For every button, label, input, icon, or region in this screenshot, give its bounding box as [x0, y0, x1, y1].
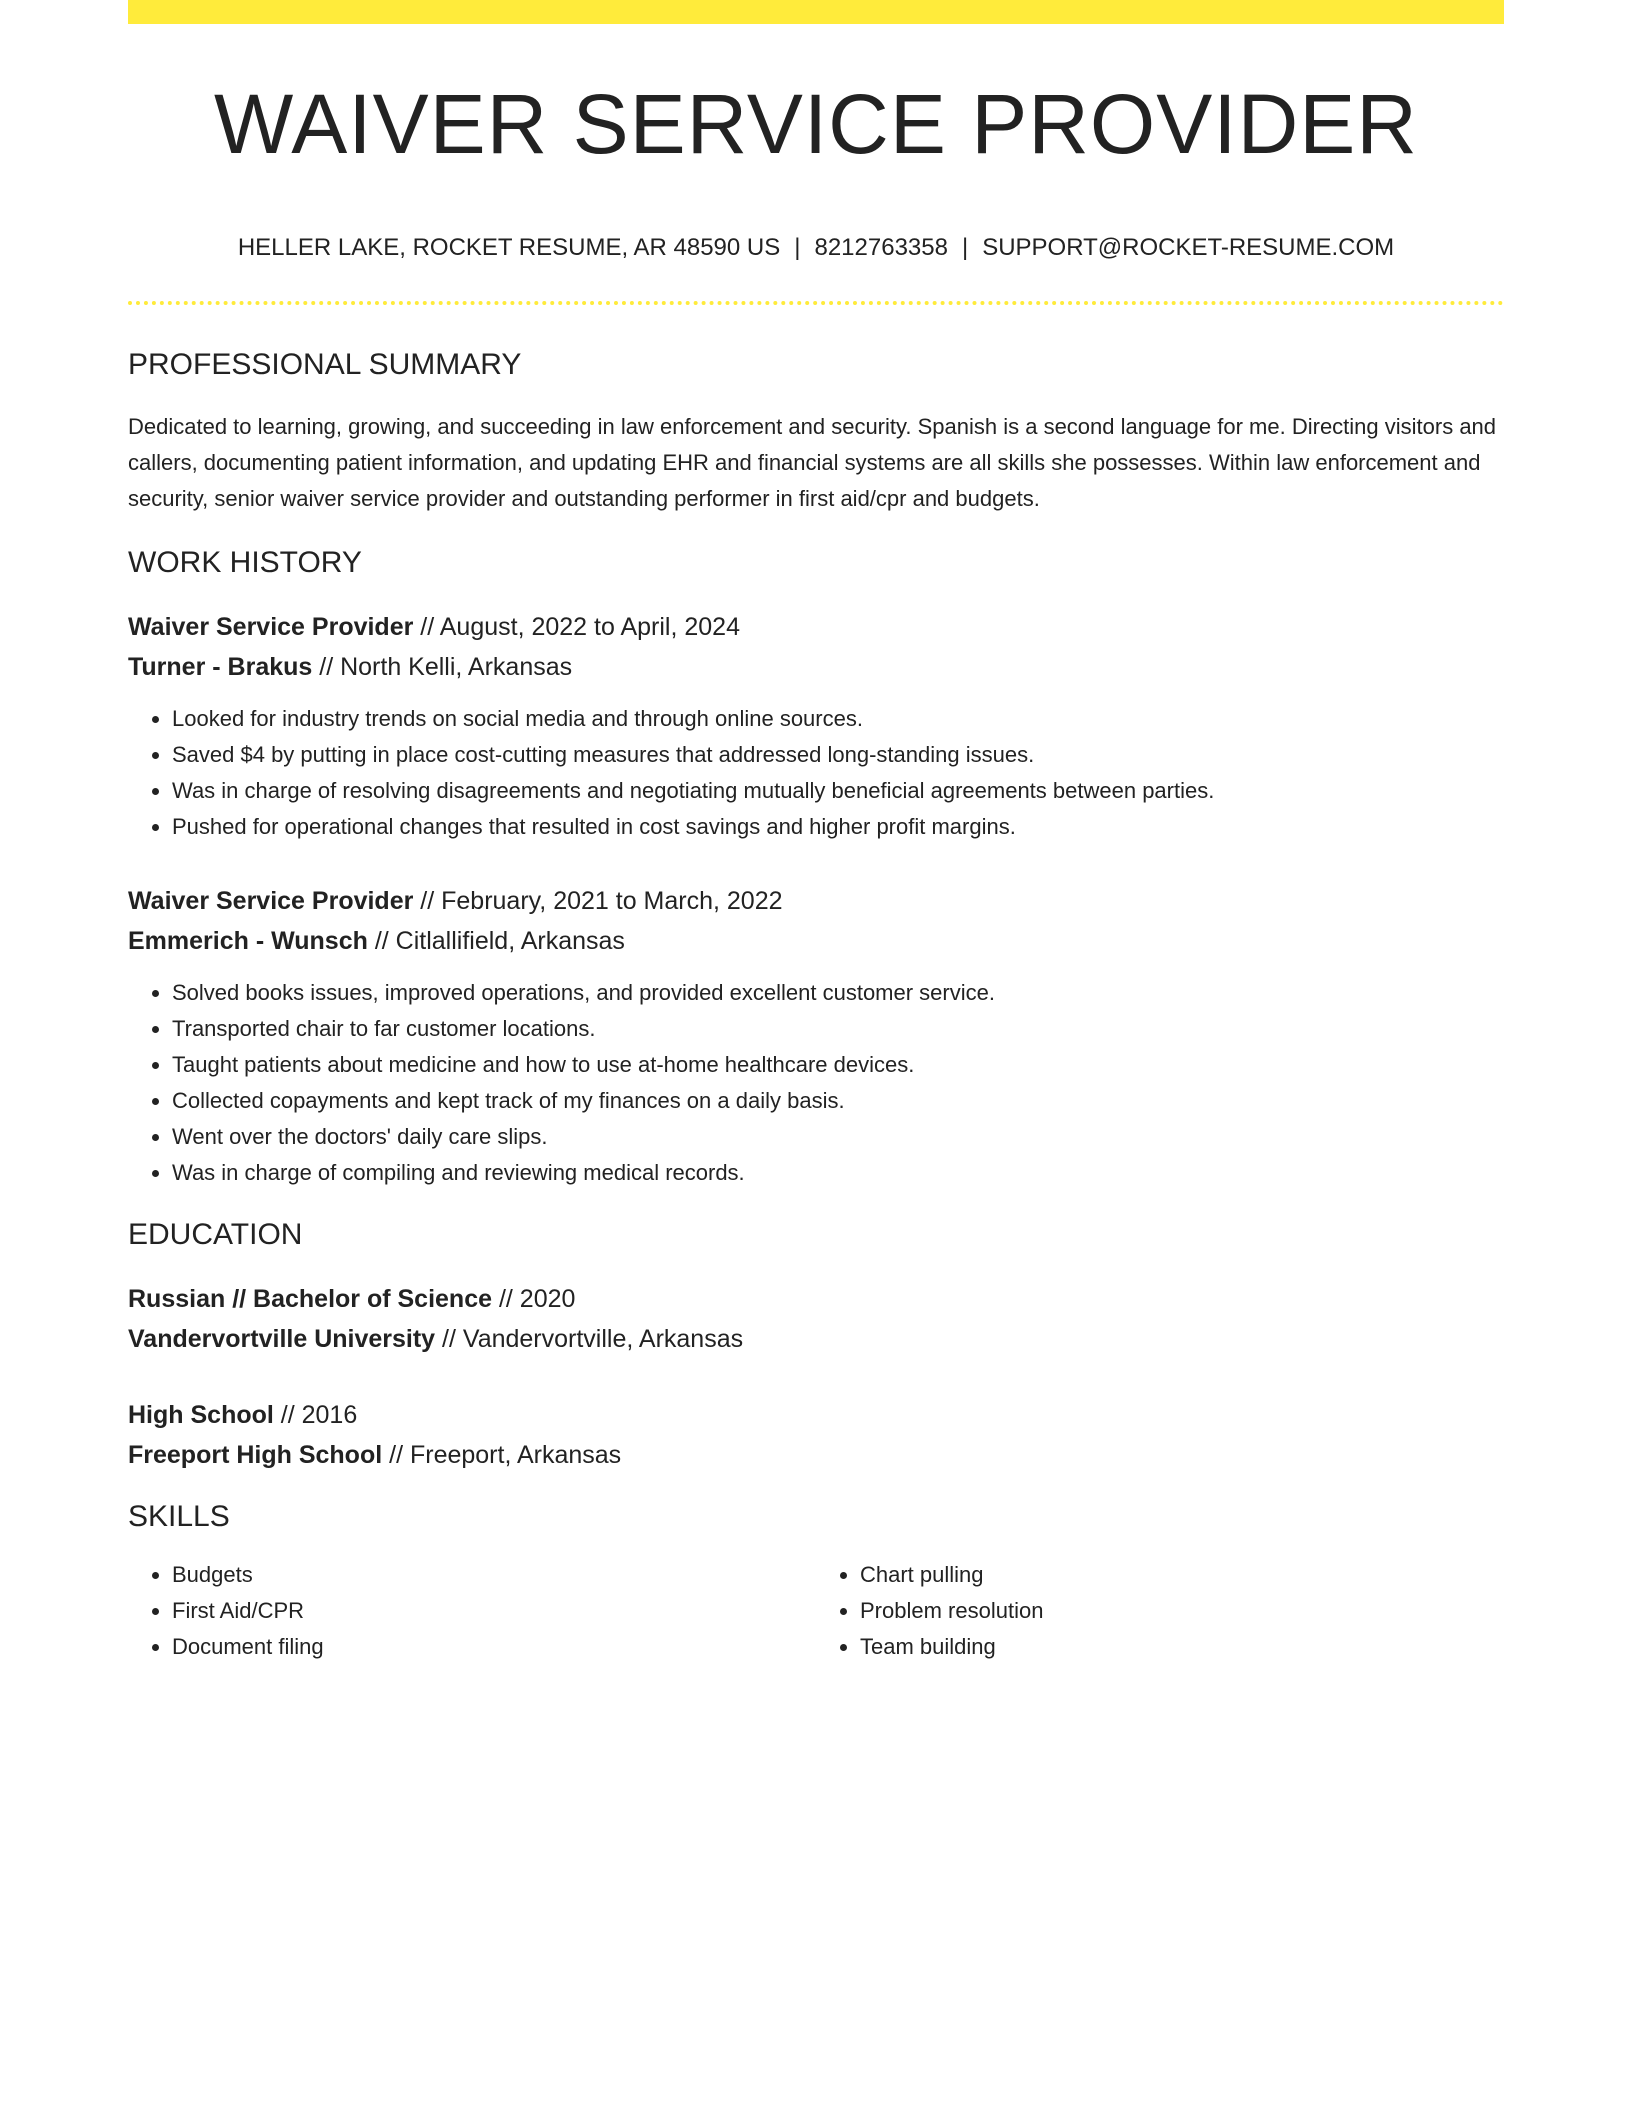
skill-item: • Problem resolution	[860, 1593, 1504, 1629]
contact-separator: |	[794, 234, 801, 262]
job-bullet: • Transported chair to far customer locations.	[172, 1011, 1504, 1047]
skills-title: SKILLS	[128, 1499, 230, 1533]
job-bullet: • Collected copayments and kept track of my finances on a daily basis.	[172, 1083, 1504, 1119]
job-company-line	[128, 647, 1504, 687]
job-title-line	[128, 607, 1504, 647]
education-year: // 2016	[273, 1400, 358, 1429]
job-bullet: • Solved books issues, improved operations, and provided excellent customer service.	[172, 975, 1504, 1011]
education-location: // Vandervortville, Arkansas	[435, 1324, 744, 1353]
education-section	[128, 1217, 1504, 1475]
job-dates: // August, 2022 to April, 2024	[413, 612, 740, 641]
job-bullet: • Taught patients about medicine and how to use at-home healthcare devices.	[172, 1047, 1504, 1083]
education-degree-line	[128, 1395, 1504, 1435]
resume-page	[128, 0, 1504, 1665]
skills-list	[128, 1557, 1504, 1665]
education-location: // Freeport, Arkansas	[382, 1440, 622, 1469]
job-company: Emmerich - Wunsch	[128, 926, 368, 955]
skill-item: • First Aid/CPR	[172, 1593, 816, 1629]
education-school: Vandervortville University	[128, 1324, 436, 1353]
education-title: EDUCATION	[128, 1217, 303, 1251]
job-bullet: • Was in charge of compiling and reviewing medical records.	[172, 1155, 1504, 1191]
job-bullets	[128, 975, 1504, 1191]
work-history-section	[128, 545, 1504, 1191]
skills-section	[128, 1499, 1504, 1665]
job-entry	[128, 607, 1504, 845]
top-accent-bar	[128, 0, 1504, 24]
job-entry	[128, 881, 1504, 1191]
summary-text: Dedicated to learning, growing, and succeeding in law enforcement and security. Spanish is a second language for me. Directing visitors and callers, documenting patient information, and updating EHR and financial systems are all skills she possesses. Within law enforcement and security, senior waiver service provider and outstanding performer in first aid/cpr and budgets.	[128, 413, 1497, 511]
contact-email: SUPPORT@ROCKET-RESUME.COM	[982, 234, 1395, 262]
job-location: // Citlallifield, Arkansas	[367, 926, 625, 955]
job-bullets	[128, 701, 1504, 845]
skills-column-left	[128, 1557, 816, 1665]
job-role: Waiver Service Provider	[128, 886, 414, 915]
job-title-line	[128, 881, 1504, 921]
job-company: Turner - Brakus	[128, 652, 313, 681]
education-entry	[128, 1279, 1504, 1359]
job-dates: // February, 2021 to March, 2022	[413, 886, 783, 915]
education-entry	[128, 1395, 1504, 1475]
skills-column-right	[816, 1557, 1504, 1665]
education-school-line	[128, 1319, 1504, 1359]
summary-section	[128, 347, 1504, 517]
skill-item: • Document filing	[172, 1629, 816, 1665]
job-bullet: • Saved $4 by putting in place cost-cutting measures that addressed long-standing issues.	[172, 737, 1504, 773]
education-degree: High School	[128, 1400, 274, 1429]
education-degree: Russian // Bachelor of Science	[128, 1284, 493, 1313]
contact-line	[128, 234, 1504, 263]
skill-item: • Team building	[860, 1629, 1504, 1665]
education-degree-line	[128, 1279, 1504, 1319]
header-divider	[128, 301, 1504, 305]
contact-address: HELLER LAKE, ROCKET RESUME, AR 48590 US	[237, 234, 781, 262]
skill-item: • Chart pulling	[860, 1557, 1504, 1593]
job-role: Waiver Service Provider	[128, 612, 414, 641]
contact-phone: 8212763358	[814, 234, 948, 262]
job-bullet: • Went over the doctors' daily care slips.	[172, 1119, 1504, 1155]
job-location: // North Kelli, Arkansas	[312, 652, 573, 681]
job-bullet: • Was in charge of resolving disagreements and negotiating mutually beneficial agreements between parties.	[172, 773, 1504, 809]
education-year: // 2020	[492, 1284, 576, 1313]
job-bullet: • Pushed for operational changes that resulted in cost savings and higher profit margins.	[172, 809, 1504, 845]
job-company-line	[128, 921, 1504, 961]
candidate-name: WAIVER SERVICE PROVIDER	[214, 77, 1418, 171]
skill-item: • Budgets	[172, 1557, 816, 1593]
education-school-line	[128, 1435, 1504, 1475]
education-school: Freeport High School	[128, 1440, 383, 1469]
contact-separator: |	[961, 234, 969, 262]
work-history-title: WORK HISTORY	[128, 545, 362, 579]
summary-title: PROFESSIONAL SUMMARY	[128, 347, 522, 381]
job-bullet: • Looked for industry trends on social media and through online sources.	[172, 701, 1504, 737]
